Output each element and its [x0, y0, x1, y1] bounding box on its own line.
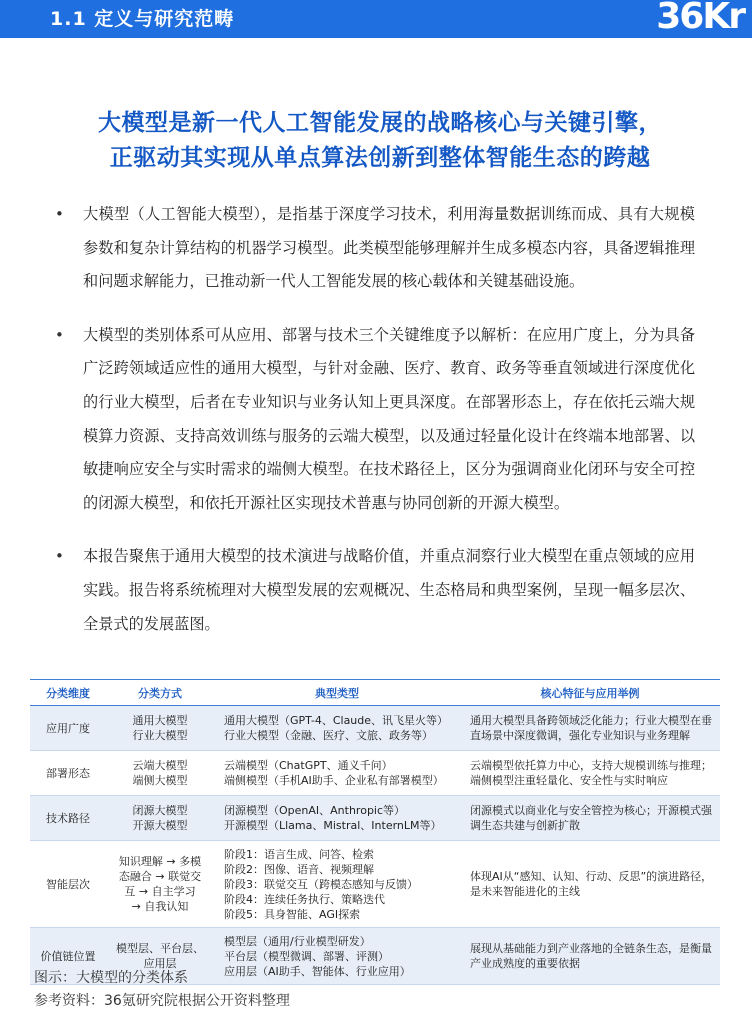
bullet-list	[55, 198, 695, 661]
method-line: 互 → 自主学习	[124, 885, 196, 898]
dimension-cell: 部署形态	[46, 766, 90, 780]
method-line: 闭源大模型	[132, 804, 188, 817]
figure-caption	[34, 967, 290, 1013]
type-line: 行业大模型（金融、医疗、文旅、政务等）	[224, 729, 433, 742]
brand-logo: 36Kr	[656, 0, 744, 37]
dimension-cell: 应用广度	[46, 721, 90, 735]
types-cell	[214, 800, 460, 836]
type-line: 云端模型（ChatGPT、通义千问）	[224, 759, 393, 772]
type-line: 开源模型（Llama、Mistral、InternLM等）	[224, 819, 442, 832]
table-row	[30, 796, 720, 841]
bullet-text: 大模型（人工智能大模型），是指基于深度学习技术，利用海量数据训练而成、具有大规模参数和复杂计算结构的机器学习模型。此类模型能够理解并生成多模态内容，具备逻辑推理和问题求解能力，已推动新一代人工智能发展的核心载体和关键基础设施。	[83, 205, 695, 291]
features-cell: 闭源模式以商业化与安全管控为核心；开源模式强调生态共建与创新扩散	[470, 804, 712, 832]
bullet-icon: •	[55, 325, 64, 344]
type-line: 阶段3：联觉交互（跨模态感知与反馈）	[224, 877, 418, 891]
method-line: 云端大模型	[132, 759, 188, 772]
bullet-item	[55, 319, 695, 521]
features-cell: 通用大模型具备跨领域泛化能力；行业大模型在垂直场景中深度微调，强化专业知识与业务理解	[470, 714, 712, 742]
features-cell: 展现从基础能力到产业落地的全链条生态，是衡量产业成熟度的重要依据	[470, 942, 712, 970]
types-cell	[214, 755, 460, 791]
method-cell	[106, 755, 214, 791]
type-line: 通用大模型（GPT-4、Claude、讯飞星火等）	[224, 714, 449, 727]
types-cell	[214, 710, 460, 746]
dimension-cell: 价值链位置	[40, 949, 96, 963]
headline-line: 大模型是新一代人工智能发展的战略核心与关键引擎，	[98, 110, 662, 136]
method-cell	[106, 710, 214, 746]
types-cell	[214, 844, 460, 925]
method-line: 应用层	[143, 957, 177, 970]
method-line: 态融合 → 联觉交	[118, 870, 202, 883]
dimension-cell: 智能层次	[46, 877, 90, 891]
table-row	[30, 751, 720, 796]
classification-table	[30, 679, 720, 985]
headline-line: 正驱动其实现从单点算法创新到整体智能生态的跨越	[109, 145, 651, 171]
caption-source: 参考资料：36氪研究院根据公开资料整理	[34, 993, 290, 1009]
bullet-icon: •	[55, 205, 64, 223]
top-banner	[0, 0, 752, 38]
bullet-text: 大模型的类别体系可从应用、部署与技术三个关键维度予以解析：在应用广度上，分为具备广泛跨领域适应性的通用大模型，与针对金融、医疗、教育、政务等垂直领域进行深度优化的行业大模型，后者在专业知识与业务认知上更具深度。在部署形态上，存在依托云端大规模算力资源、支持高效训练与服务的云端大模型，以及通过轻量化设计在终端本地部署、以敏捷响应安全与实时需求的端侧大模型。在技术路径上，区分为强调商业化闭环与安全可控的闭源大模型，和依托开源社区实现技术普惠与协同创新的开源大模型。	[83, 325, 695, 512]
features-cell: 体现AI从“感知、认知、行动、反思”的演进路径，是未来智能进化的主线	[470, 870, 713, 898]
type-line: 端侧模型（手机AI助手、企业私有部署模型）	[224, 774, 444, 787]
section-title: 1.1 定义与研究范畴	[50, 8, 235, 30]
method-line: 端侧大模型	[132, 774, 188, 787]
method-line: → 自我认知	[131, 900, 189, 913]
method-cell	[106, 851, 214, 917]
table-row	[30, 841, 720, 928]
header-cell: 分类方式	[138, 686, 182, 700]
bullet-icon: •	[55, 547, 64, 566]
header-cell: 典型类型	[315, 686, 359, 700]
bullet-item	[55, 540, 695, 641]
type-line: 闭源模型（OpenAI、Anthropic等）	[224, 804, 406, 817]
bullet-item	[55, 198, 695, 299]
bullet-text: 本报告聚焦于通用大模型的技术演进与战略价值，并重点洞察行业大模型在重点领域的应用实践。报告将系统梳理对大模型发展的宏观概况、生态格局和典型案例，呈现一幅多层次、全景式的发展蓝图。	[83, 547, 695, 633]
method-line: 通用大模型	[132, 714, 188, 727]
features-cell: 云端模型依托算力中心，支持大规模训练与推理；端侧模型注重轻量化、安全性与实时响应	[470, 759, 712, 787]
type-line: 阶段1：语言生成、问答、检索	[224, 847, 374, 861]
method-cell	[106, 800, 214, 836]
dimension-cell: 技术路径	[46, 811, 90, 825]
type-line: 阶段4：连续任务执行、策略迭代	[224, 892, 385, 906]
header-cell: 核心特征与应用举例	[540, 686, 640, 700]
table-header	[30, 679, 720, 706]
method-line: 知识理解 → 多模	[118, 855, 202, 868]
type-line: 平台层（模型微调、部署、评测）	[224, 949, 389, 963]
method-line: 模型层、平台层、	[116, 942, 204, 955]
type-line: 模型层（通用/行业模型研发）	[224, 934, 371, 948]
method-line: 行业大模型	[132, 729, 188, 742]
caption-figure: 图示：大模型的分类体系	[34, 970, 188, 986]
table-row	[30, 706, 720, 751]
method-line: 开源大模型	[132, 819, 188, 832]
headline	[40, 106, 720, 176]
type-line: 应用层（AI助手、智能体、行业应用）	[224, 964, 411, 978]
type-line: 阶段5：具身智能、AGI探索	[224, 907, 361, 921]
header-cell: 分类维度	[46, 686, 90, 700]
type-line: 阶段2：图像、语音、视频理解	[224, 862, 374, 876]
